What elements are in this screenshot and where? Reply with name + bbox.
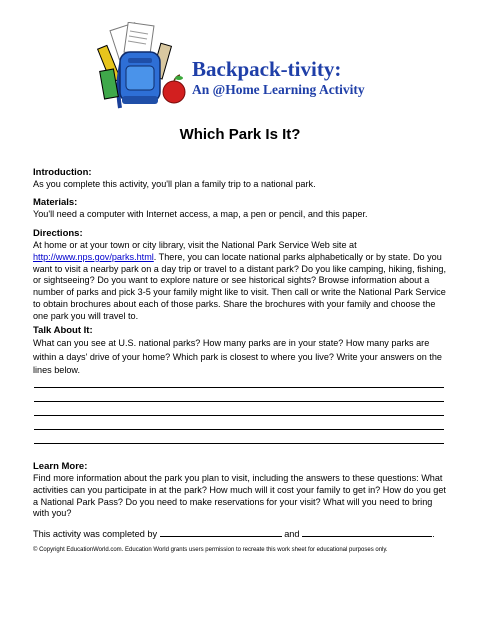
talk-about-it-text: What can you see at U.S. national parks? How many parks are in your state? How many parks are within a days' drive of your home? Which park is closest to where you live? Write your answers on the lines below.: [33, 338, 442, 375]
nps-parks-link[interactable]: http://www.nps.gov/parks.html: [33, 251, 154, 262]
backpack-logo-icon: [92, 22, 192, 112]
completion-line: [33, 529, 435, 539]
introduction-heading: Introduction:: [33, 167, 92, 178]
completion-prefix: This activity was completed by: [33, 529, 160, 539]
introduction-text: As you complete this activity, you'll plan a family trip to a national park.: [33, 179, 316, 189]
answer-line[interactable]: [34, 415, 444, 416]
talk-about-it-heading: Talk About It:: [33, 325, 93, 336]
directions-text-rest: . There, you can locate national parks alphabetically or by state. Do you want to visit a nearby park on a day trip or travel to a distant park? Do you like camping, hiking, fishing, or sightseeing? Do you want to explore nature or see historical sights? Browse information about a number of parks and pick 3-5 your family might like to visit. Then call or write the National Park Service to obtain brochures about each of those parks. Share the brochures with your family and choose the one park you will travel to.: [33, 251, 446, 321]
completion-middle: and: [281, 529, 303, 539]
directions-text: [33, 240, 448, 323]
completion-suffix: .: [432, 529, 435, 539]
brand-subtitle: An @Home Learning Activity: [192, 82, 365, 97]
answer-line[interactable]: [34, 387, 444, 388]
directions-text-start: At home or at your town or city library, visit the National Park Service Web site at: [33, 240, 357, 250]
answer-line[interactable]: [34, 443, 444, 444]
materials-text: You'll need a computer with Internet access, a map, a pen or pencil, and this paper.: [33, 209, 368, 219]
materials-heading: Materials:: [33, 197, 78, 208]
answer-line[interactable]: [34, 401, 444, 402]
copyright-notice: © Copyright EducationWorld.com. Education World grants users permission to recreate this work sheet for educational purposes only.: [33, 547, 388, 553]
name-blank-2[interactable]: [302, 536, 432, 537]
directions-heading: Directions:: [33, 228, 83, 239]
answer-line[interactable]: [34, 429, 444, 430]
learn-more-heading: Learn More:: [33, 461, 88, 472]
name-blank-1[interactable]: [160, 536, 282, 537]
brand-title: Backpack-tivity:: [192, 57, 342, 81]
learn-more-text: Find more information about the park you plan to visit, including the answers to these questions: What activities can you participate in at the park? How much will it cost your family to get in? How do you get a National Park Pass? Do you need to make reservations for your visit? What will you need to bring with you?: [33, 473, 446, 519]
page-title: Which Park Is It?: [179, 126, 301, 143]
